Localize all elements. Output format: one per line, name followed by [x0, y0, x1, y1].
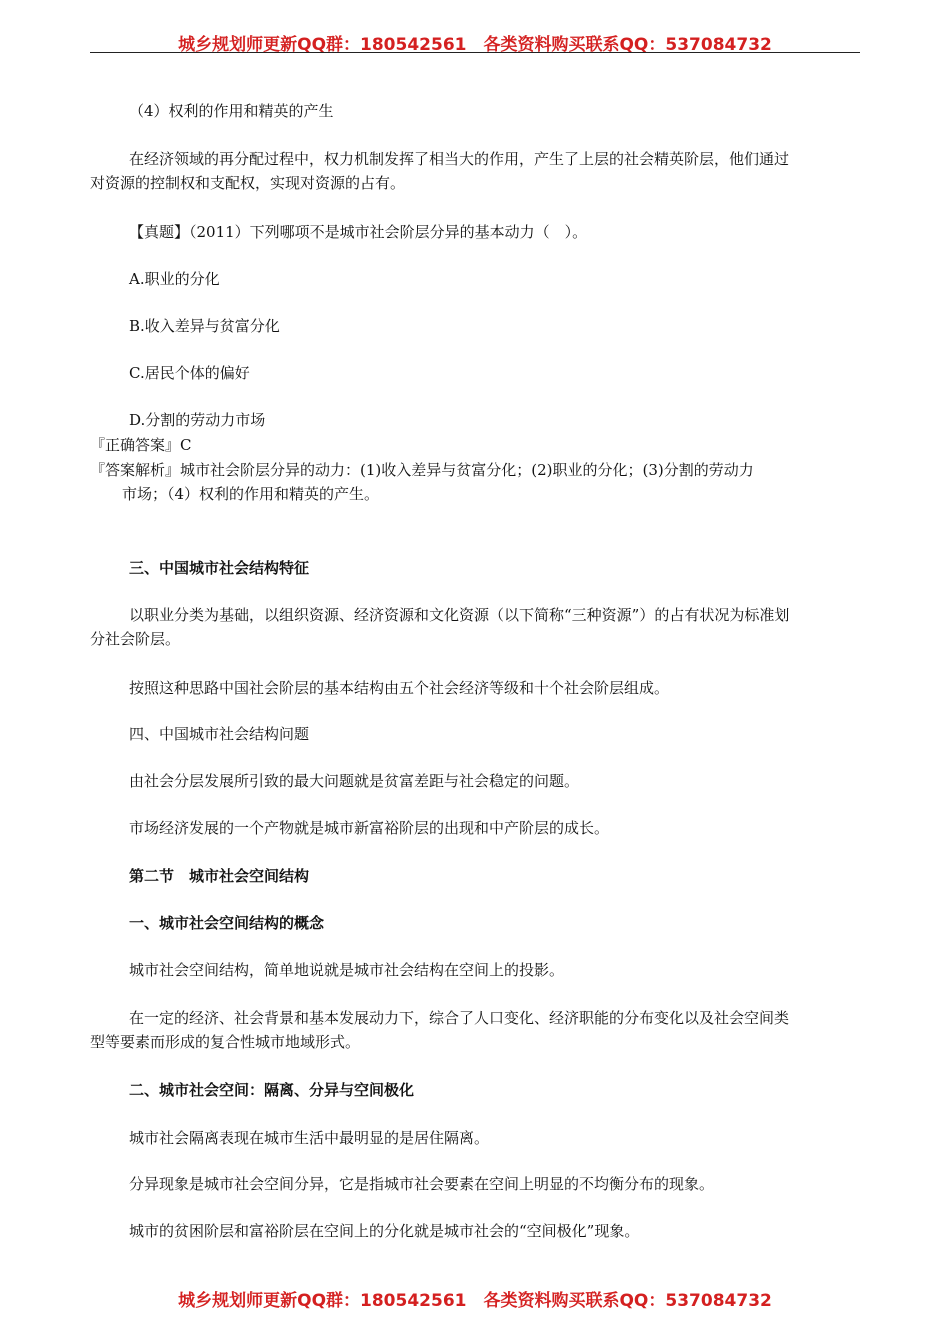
section-heading-3: 三、中国城市社会结构特征	[129, 559, 310, 577]
section-heading-4: 四、中国城市社会结构问题	[129, 725, 310, 743]
text-line: 『答案解析』城市社会阶层分异的动力：(1)收入差异与贫富分化；(2)职业的分化；(3)分割的劳动力	[90, 461, 754, 479]
paragraph-power-mechanism	[90, 147, 865, 195]
subsection-heading-1: 一、城市社会空间结构的概念	[129, 914, 325, 932]
paragraph-residential-segregation: 城市社会隔离表现在城市生活中最明显的是居住隔离。	[129, 1129, 490, 1147]
correct-answer: 『正确答案』C	[90, 436, 192, 454]
text-line: 以职业分类为基础，以组织资源、经济资源和文化资源（以下简称“三种资源”）的占有状况为标准划	[129, 606, 790, 624]
text-line: 分社会阶层。	[90, 630, 181, 648]
option-c: C.居民个体的偏好	[129, 364, 250, 382]
text-line: 对资源的控制权和支配权，实现对资源的占有。	[90, 174, 406, 192]
paragraph-class-structure: 按照这种思路中国社会阶层的基本结构由五个社会经济等级和十个社会阶层组成。	[129, 679, 670, 697]
page-footer-banner: 城乡规划师更新QQ群：180542561 各类资料购买联系QQ：537084732	[178, 1291, 772, 1311]
option-b: B.收入差异与贫富分化	[129, 317, 280, 335]
page-header-banner: 城乡规划师更新QQ群：180542561 各类资料购买联系QQ：537084732	[178, 35, 772, 55]
chapter-section-2: 第二节 城市社会空间结构	[129, 867, 310, 885]
text-line: 在一定的经济、社会背景和基本发展动力下，综合了人口变化、经济职能的分布变化以及社会空间类	[129, 1009, 790, 1027]
answer-analysis	[90, 458, 865, 506]
header-divider	[90, 52, 860, 53]
text-line: 型等要素而形成的复合性城市地域形式。	[90, 1033, 361, 1051]
paragraph-differentiation: 分异现象是城市社会空间分异，它是指城市社会要素在空间上明显的不均衡分布的现象。	[129, 1175, 715, 1193]
paragraph-social-space-definition: 城市社会空间结构，简单地说就是城市社会结构在空间上的投影。	[129, 961, 565, 979]
paragraph-occupation-basis	[90, 603, 865, 651]
option-d: D.分割的劳动力市场	[129, 411, 266, 429]
paragraph-polarization: 城市的贫困阶层和富裕阶层在空间上的分化就是城市社会的“空间极化”现象。	[129, 1222, 640, 1240]
paragraph-power-elite-title: （4）权利的作用和精英的产生	[129, 102, 334, 120]
text-line: 市场；（4）权利的作用和精英的产生。	[122, 485, 380, 503]
paragraph-wealth-gap: 由社会分层发展所引致的最大问题就是贫富差距与社会稳定的问题。	[129, 772, 580, 790]
exam-question: 【真题】（2011）下列哪项不是城市社会阶层分异的基本动力（ ）。	[129, 223, 588, 241]
paragraph-new-rich: 市场经济发展的一个产物就是城市新富裕阶层的出现和中产阶层的成长。	[129, 819, 610, 837]
option-a: A.职业的分化	[129, 270, 220, 288]
text-line: 在经济领域的再分配过程中，权力机制发挥了相当大的作用，产生了上层的社会精英阶层，他们通过	[129, 150, 790, 168]
paragraph-composite-form	[90, 1006, 865, 1054]
subsection-heading-2: 二、城市社会空间：隔离、分异与空间极化	[129, 1081, 415, 1099]
